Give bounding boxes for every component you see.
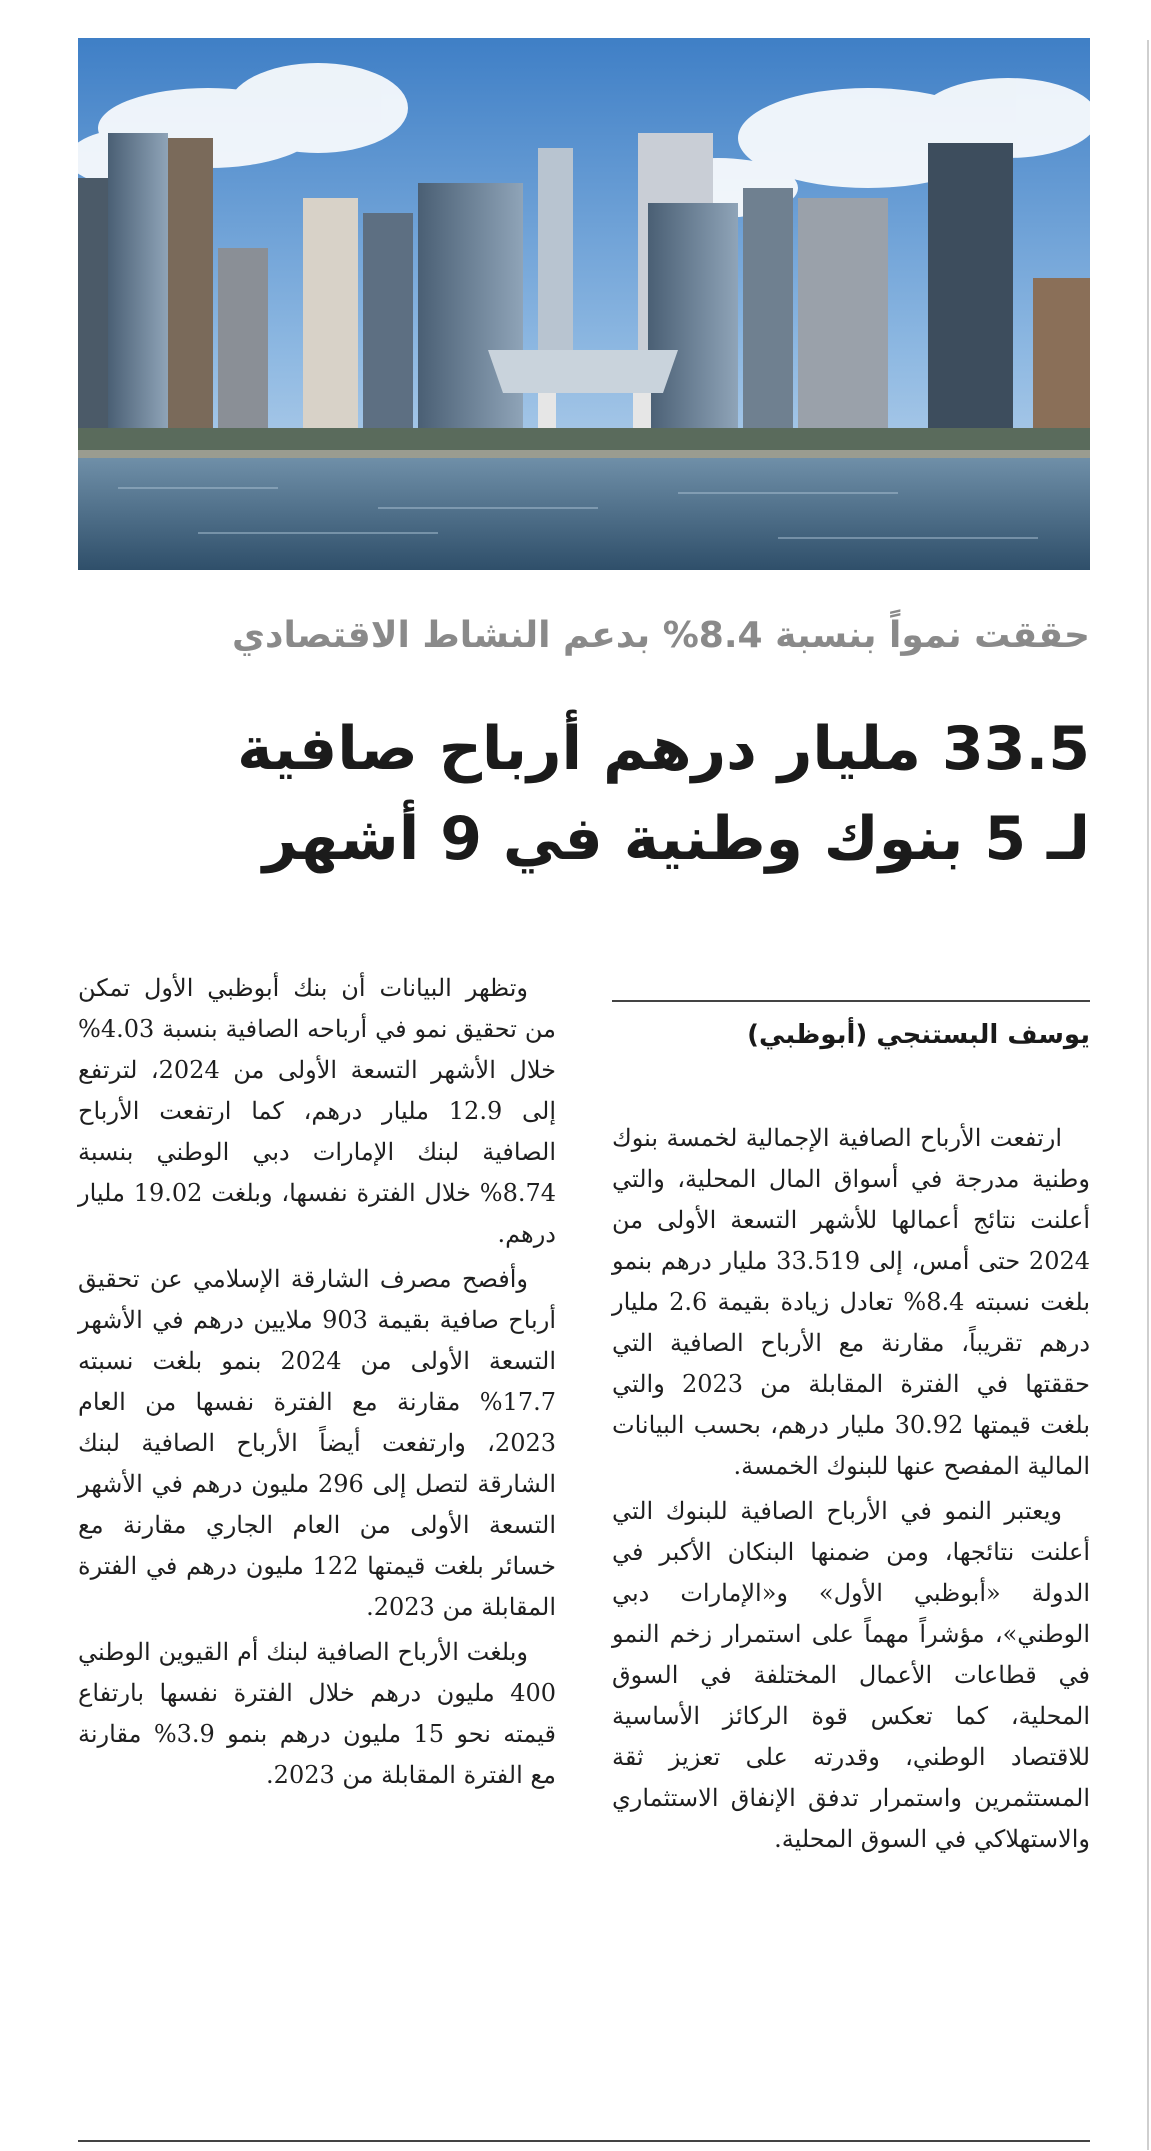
paragraph: وبلغت الأرباح الصافية لبنك أم القيوين الوطني 400 مليون درهم خلال الفترة نفسها بارتفاع قيمته نحو 15 مليون درهم بنمو 3.9% مقارنة مع الفترة المقابلة من 2023. <box>78 1638 556 1789</box>
paragraph: ويعتبر النمو في الأرباح الصافية للبنوك التي أعلنت نتائجها، ومن ضمنها البنكان الأكبر في الدولة «أبوظبي الأول» و«الإمارات دبي الوطني»، مؤشراً مهماً على استمرار زخم النمو في قطاعات الأعمال المختلفة في السوق المحلية، كما تعكس قوة الركائز الأساسية للاقتصاد الوطني، وقدرته على تعزيز ثقة المستثمرين واستمرار تدفق الإنفاق الاستثماري والاستهلاكي في السوق المحلية. <box>612 1497 1090 1853</box>
article-photo <box>78 38 1090 570</box>
page-edge-line <box>1147 40 1149 2150</box>
headline-line-2: لـ 5 بنوك وطنية في 9 أشهر <box>262 804 1090 874</box>
paragraph: ارتفعت الأرباح الصافية الإجمالية لخمسة بنوك وطنية مدرجة في أسواق المال المحلية، والتي أعلنت نتائج أعمالها للأشهر التسعة الأولى من 2024 حتى أمس، إلى 33.519 مليار درهم بنمو بلغت نسبته 8.4% تعادل زيادة بقيمة 2.6 مليار درهم تقريباً، مقارنة مع الأرباح الصافية التي حققتها في الفترة المقابلة من 2023 والتي بلغت قيمتها 30.92 مليار درهم، بحسب البيانات المالية المفصح عنها للبنوك الخمسة. <box>612 1124 1091 1480</box>
skyline-illustration <box>78 38 1090 570</box>
byline-divider <box>612 1000 1090 1002</box>
paragraph: وأفصح مصرف الشارقة الإسلامي عن تحقيق أرباح صافية بقيمة 903 ملايين درهم في الأشهر التسعة الأولى من 2024 بنمو بلغت نسبته 17.7% مقارنة مع الفترة نفسها من العام 2023، وارتفعت أيضاً الأرباح الصافية لبنك الشارقة لتصل إلى 296 مليون درهم في الأشهر التسعة الأولى من العام الجاري مقارنة مع خسائر بلغت قيمتها 122 مليون درهم في الفترة المقابلة من 2023. <box>78 1265 557 1621</box>
paragraph: وتظهر البيانات أن بنك أبوظبي الأول تمكن من تحقيق نمو في أرباحه الصافية بنسبة 4.03% خلال الأشهر التسعة الأولى من 2024، لترتفع إلى 12.9 مليار درهم، كما ارتفعت الأرباح الصافية لبنك الإمارات دبي الوطني بنسبة 8.74% خلال الفترة نفسها، وبلغت 19.02 مليار درهم. <box>78 974 557 1248</box>
left-column <box>78 968 556 1800</box>
author-byline: يوسف البستنجي (أبوظبي) <box>747 1020 1090 1050</box>
article-subtitle: حققت نمواً بنسبة 8.4% بدعم النشاط الاقتصادي <box>232 615 1090 656</box>
headline-line-1: 33.5 مليار درهم أرباح صافية <box>237 714 1090 784</box>
footer-divider <box>78 2140 1090 2142</box>
article-headline <box>78 704 1090 884</box>
right-column <box>612 1118 1090 1864</box>
